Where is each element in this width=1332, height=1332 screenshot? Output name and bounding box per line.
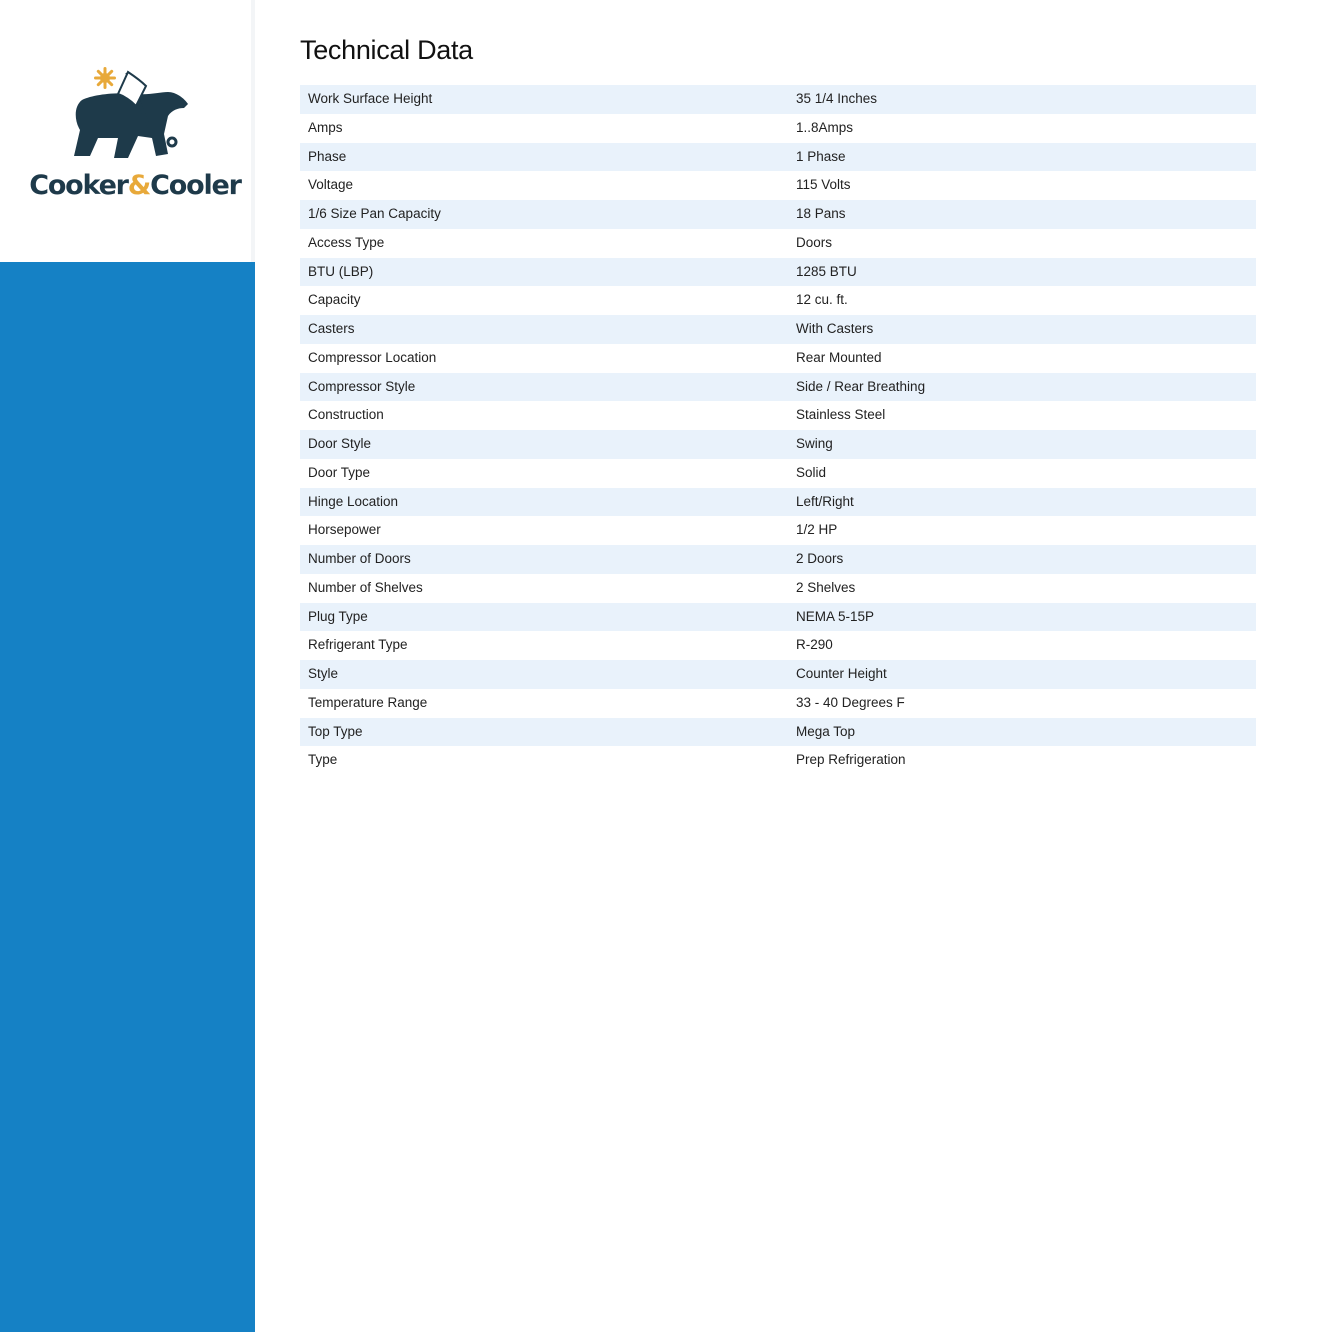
spec-value: 115 Volts (796, 177, 851, 193)
spec-label: Number of Doors (300, 545, 796, 574)
spec-label: Phase (300, 143, 796, 172)
brand-logo (0, 0, 255, 262)
main-content (300, 30, 1256, 775)
spec-value: Doors (796, 234, 833, 250)
brand-name-part1: Cooker (29, 170, 128, 201)
spec-label: Style (300, 660, 796, 689)
page-title: Technical Data (300, 35, 473, 65)
spec-row (300, 516, 1256, 545)
spec-value: NEMA 5-15P (796, 603, 1256, 632)
spec-value: 2 Shelves (796, 579, 856, 595)
brand-name-part2: Cooler (150, 170, 241, 201)
spec-label: Plug Type (300, 603, 796, 632)
spec-value: 18 Pans (796, 200, 1256, 229)
spec-row (300, 344, 1256, 373)
spec-label: Compressor Location (308, 349, 437, 365)
spec-value: With Casters (796, 315, 1256, 344)
spec-value: Swing (796, 430, 1256, 459)
spec-value: Stainless Steel (796, 407, 886, 423)
spec-value: Left/Right (796, 488, 1256, 517)
spec-value: Counter Height (796, 660, 1256, 689)
spec-label: Compressor Style (300, 373, 796, 402)
spec-row (300, 545, 1256, 574)
spec-value: 12 cu. ft. (796, 292, 848, 308)
spec-value: 1..8Amps (796, 119, 854, 135)
spec-label: Casters (300, 315, 796, 344)
spec-value: Rear Mounted (796, 349, 882, 365)
spec-label: Refrigerant Type (308, 637, 408, 653)
spec-row (300, 660, 1256, 689)
spec-value: 2 Doors (796, 545, 1256, 574)
spec-value: Mega Top (796, 718, 1256, 747)
spec-row (300, 373, 1256, 402)
spec-row (300, 315, 1256, 344)
spec-row (300, 631, 1256, 660)
spec-value: Solid (796, 464, 827, 480)
spec-value: Prep Refrigeration (796, 752, 906, 768)
spec-value: 1/2 HP (796, 522, 838, 538)
spec-row (300, 574, 1256, 603)
spec-row (300, 603, 1256, 632)
spec-label: Door Style (300, 430, 796, 459)
spec-value: 1 Phase (796, 143, 1256, 172)
spec-label: Construction (308, 407, 384, 423)
spec-label: 1/6 Size Pan Capacity (300, 200, 796, 229)
spec-row (300, 401, 1256, 430)
spec-label: Hinge Location (300, 488, 796, 517)
polar-bear-logo-icon (68, 64, 192, 164)
brand-wordmark (0, 170, 270, 201)
spec-label: Temperature Range (308, 694, 428, 710)
spec-label: Type (308, 752, 338, 768)
brand-ampersand: & (127, 170, 151, 201)
spec-row (300, 229, 1256, 258)
spec-row (300, 114, 1256, 143)
spec-row (300, 171, 1256, 200)
spec-row (300, 459, 1256, 488)
spec-value: Side / Rear Breathing (796, 373, 1256, 402)
spec-value: 35 1/4 Inches (796, 85, 1256, 114)
spec-value: 33 - 40 Degrees F (796, 694, 905, 710)
spec-row (300, 488, 1256, 517)
spec-row (300, 746, 1256, 775)
spec-label: Horsepower (308, 522, 381, 538)
spec-label: Work Surface Height (300, 85, 796, 114)
spec-row (300, 430, 1256, 459)
spec-row (300, 718, 1256, 747)
spec-value: 1285 BTU (796, 258, 1256, 287)
spec-label: Access Type (308, 234, 385, 250)
spec-row (300, 689, 1256, 718)
spec-row (300, 85, 1256, 114)
spec-label: Capacity (308, 292, 361, 308)
spec-table (300, 85, 1256, 775)
spec-table-body (300, 85, 1256, 775)
spec-label: Door Type (308, 464, 371, 480)
spec-row (300, 143, 1256, 172)
spec-row (300, 286, 1256, 315)
spec-row (300, 200, 1256, 229)
spec-label: Top Type (300, 718, 796, 747)
spec-label: BTU (LBP) (300, 258, 796, 287)
spec-row (300, 258, 1256, 287)
spec-label: Amps (308, 119, 343, 135)
spec-value: R-290 (796, 637, 833, 653)
spec-label: Voltage (308, 177, 354, 193)
spec-label: Number of Shelves (308, 579, 423, 595)
